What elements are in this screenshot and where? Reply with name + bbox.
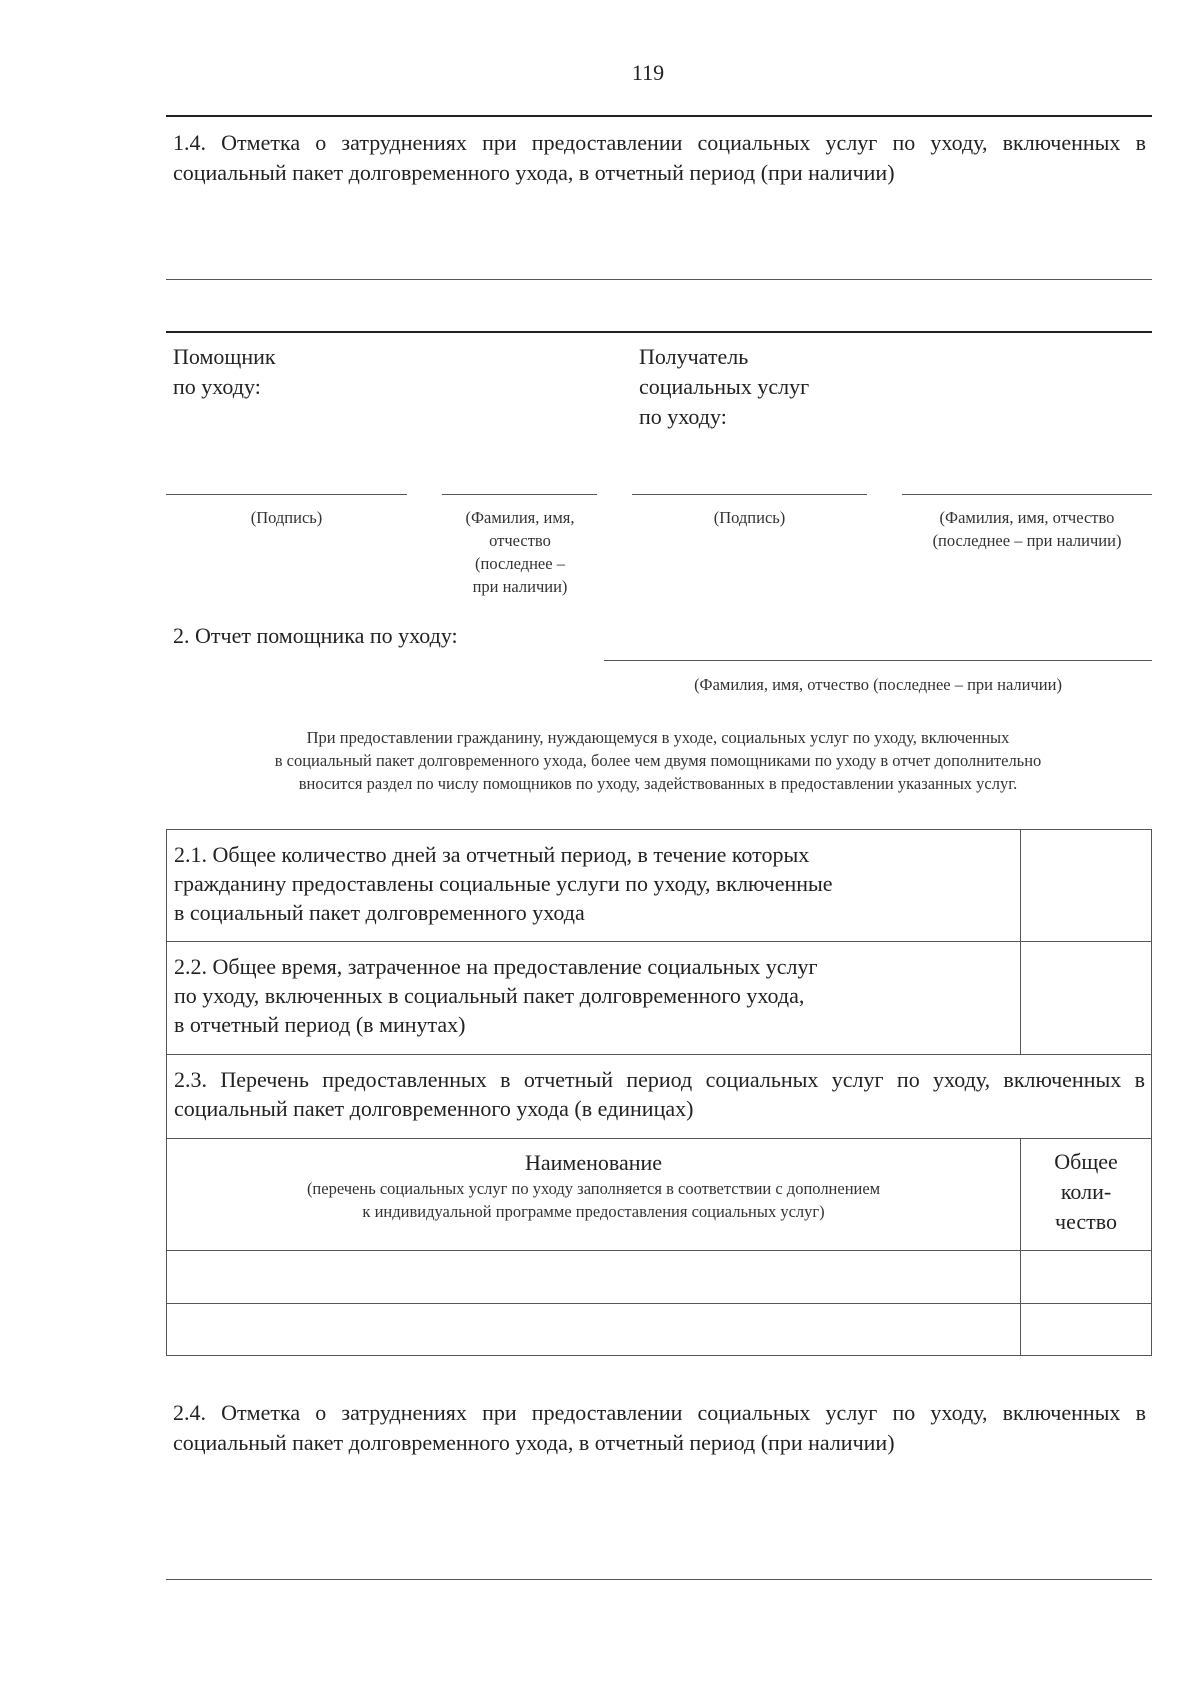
- cell-text: 2.3. Перечень предоставленных в отчетный период социальных услуг по уходу, включенных в социальный пакет долговременного ухода (в единицах): [174, 1067, 1145, 1121]
- cell-line: в отчетный период (в минутах): [174, 1012, 466, 1037]
- note-line: вносится раздел по числу помощников по уходу, задействованных в предоставлении указанных услуг.: [298, 774, 1018, 793]
- caption-line: (Фамилия, имя,: [465, 508, 575, 527]
- header-total-line: чество: [1055, 1209, 1118, 1234]
- table-row: [167, 830, 1152, 942]
- report-assistant-name-line[interactable]: [604, 660, 1152, 661]
- section-2-title: 2. Отчет помощника по уходу:: [173, 623, 458, 648]
- service-total-cell[interactable]: [1021, 1304, 1152, 1356]
- row-2-1-label: [167, 830, 1021, 942]
- assistant-label-line: по уходу:: [173, 374, 261, 399]
- caption-line: при наличии): [472, 577, 568, 596]
- table-header-row: [167, 1139, 1152, 1251]
- note-line: в социальный пакет долговременного ухода, более чем двумя помощниками по уходу в отчет дополнительно: [274, 751, 1042, 770]
- section-1-4-text: 1.4. Отметка о затруднениях при предоставлении социальных услуг по уходу, включенных в социальный пакет долговременного ухода, в отчетный период (при наличии): [173, 130, 1146, 185]
- header-name-title: Наименование: [525, 1150, 663, 1175]
- recipient-label-line: социальных услуг: [639, 374, 810, 399]
- header-name-note: (перечень социальных услуг по уходу заполняется в соответствии с дополнением: [306, 1179, 881, 1198]
- header-name-note: к индивидуальной программе предоставления социальных услуг): [362, 1202, 825, 1221]
- caption-full-name: (Фамилия, имя, отчество (последнее – при наличии): [694, 675, 1062, 694]
- table-row: [167, 1251, 1152, 1304]
- service-name-cell[interactable]: [167, 1251, 1021, 1304]
- row-2-1-value[interactable]: [1021, 830, 1152, 942]
- header-total: [1021, 1139, 1152, 1251]
- recipient-label-line: по уходу:: [639, 404, 727, 429]
- divider: [166, 331, 1152, 333]
- cell-line: 2.1. Общее количество дней за отчетный период, в течение которых: [174, 842, 810, 867]
- note-line: При предоставлении гражданину, нуждающемуся в уходе, социальных услуг по уходу, включенных: [306, 728, 1010, 747]
- recipient-label-line: Получатель: [639, 344, 749, 369]
- table-row: [167, 1304, 1152, 1356]
- difficulties-input-line[interactable]: [166, 1579, 1152, 1580]
- caption-signature: (Подпись): [250, 508, 323, 527]
- recipient-name-line[interactable]: [902, 494, 1152, 495]
- header-total-line: Общее: [1054, 1149, 1118, 1174]
- recipient-label: [639, 342, 809, 432]
- assistant-signature-line[interactable]: [166, 494, 407, 495]
- section-2-4-text: 2.4. Отметка о затруднениях при предоставлении социальных услуг по уходу, включенных в социальный пакет долговременного ухода, в отчетный период (при наличии): [173, 1400, 1146, 1455]
- row-2-2-value[interactable]: [1021, 942, 1152, 1055]
- caption-line: (Фамилия, имя, отчество: [939, 508, 1115, 527]
- assistant-name-line[interactable]: [442, 494, 597, 495]
- recipient-signature-line[interactable]: [632, 494, 867, 495]
- cell-line: 2.2. Общее время, затраченное на предоставление социальных услуг: [174, 954, 818, 979]
- caption-signature: (Подпись): [713, 508, 786, 527]
- service-name-cell[interactable]: [167, 1304, 1021, 1356]
- header-name: [167, 1139, 1021, 1251]
- assistant-label-line: Помощник: [173, 344, 276, 369]
- row-2-3-label: [167, 1055, 1152, 1139]
- caption-full-name: [430, 506, 610, 598]
- service-total-cell[interactable]: [1021, 1251, 1152, 1304]
- divider: [166, 115, 1152, 117]
- difficulties-input-line[interactable]: [166, 279, 1152, 280]
- section-2-note: [140, 726, 1176, 795]
- table-row: [167, 1055, 1152, 1139]
- assistant-label: [173, 342, 276, 402]
- caption-line: (последнее – при наличии): [932, 531, 1122, 550]
- cell-line: гражданину предоставлены социальные услуги по уходу, включенные: [174, 871, 833, 896]
- header-total-line: коли-: [1060, 1179, 1112, 1204]
- caption-line: отчество: [489, 531, 551, 550]
- caption-full-name: [892, 506, 1162, 552]
- cell-line: в социальный пакет долговременного ухода: [174, 900, 585, 925]
- page-number: 119: [631, 60, 665, 85]
- table-row: [167, 942, 1152, 1055]
- report-table: [166, 829, 1152, 1356]
- row-2-2-label: [167, 942, 1021, 1055]
- caption-line: (последнее –: [475, 554, 565, 573]
- cell-line: по уходу, включенных в социальный пакет долговременного ухода,: [174, 983, 805, 1008]
